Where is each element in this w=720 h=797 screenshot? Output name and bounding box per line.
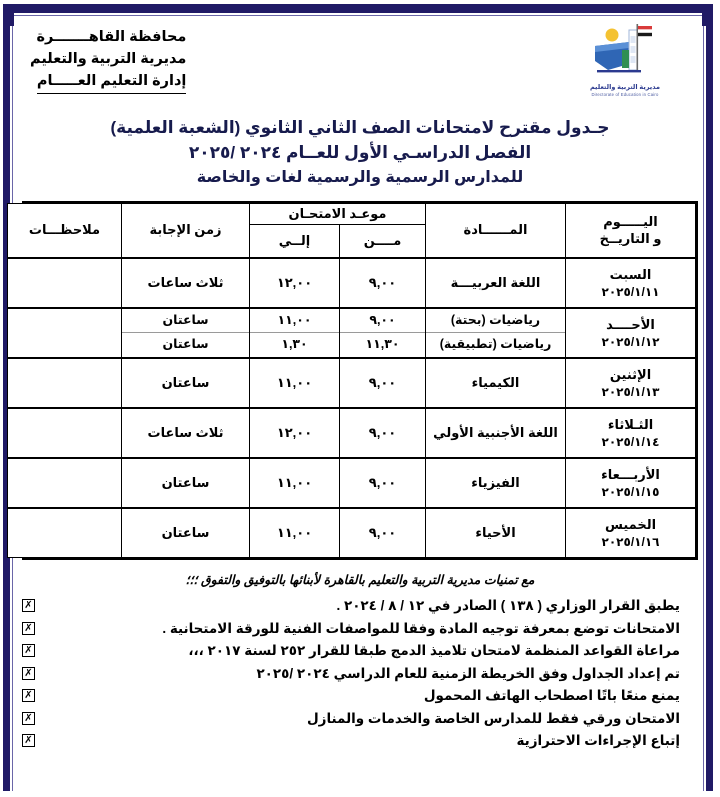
cell-time-from: ٩,٠٠ [340, 258, 426, 308]
table-head [8, 203, 696, 258]
cell-duration: ساعتان [122, 458, 250, 508]
cell-notes [8, 408, 122, 458]
table-row [8, 408, 696, 458]
cell-day-name: الخميس [604, 516, 657, 532]
col-header-time-to: إلــي [250, 224, 340, 258]
cell-time-to [250, 308, 340, 358]
list-item [22, 731, 680, 752]
cell-notes [8, 308, 122, 358]
checkbox-x-icon: ✗ [22, 734, 35, 747]
cell-subject: الفيزياء [426, 458, 566, 508]
col-header-subject: المــــــادة [426, 203, 566, 258]
col-header-day: اليـــــوم [603, 213, 658, 229]
issuing-authority-lines [22, 16, 186, 94]
cell-day-name: الأربـــعاء [601, 466, 660, 482]
exam-schedule-table [7, 203, 696, 558]
note-text: يطبق القرار الوزاري ( ١٣٨ ) الصادر في ١٢ / ٨ / ٢٠٢٤ . [336, 597, 680, 613]
cell-day-date [566, 508, 696, 558]
list-item [22, 686, 680, 707]
cairo-education-directorate-emblem-icon [589, 20, 661, 82]
cell-day-name: الأحــــد [606, 316, 655, 332]
cell-duration: ساعتان [122, 358, 250, 408]
cell-day-name: الإثنين [609, 366, 652, 382]
exam-schedule-table-wrapper [22, 201, 698, 560]
note-text: تم إعداد الجداول وفق الخريطة الزمنية للعام الدراسي ٢٠٢٤ /٢٠٢٥ [256, 665, 680, 681]
cell-date: ٢٠٢٥/١/١١ [601, 284, 660, 299]
cell-time-to-part-1: ١١,٠٠ [250, 309, 339, 333]
document-masthead [22, 16, 698, 112]
logo-caption-english: Directorate of Education in Cairo [591, 92, 659, 97]
cell-date: ٢٠٢٥/١/١٥ [601, 484, 660, 499]
cell-date: ٢٠٢٥/١/١٣ [601, 384, 660, 399]
cell-notes [8, 508, 122, 558]
cell-day-date [566, 458, 696, 508]
cell-time-from-part-2: ١١,٣٠ [365, 337, 400, 352]
note-text: يمنع منعًا باتًا اصطحاب الهاتف المحمول [423, 688, 680, 704]
table-body [8, 258, 696, 558]
logo-caption-arabic: مديرية التربية والتعليم [589, 84, 661, 91]
cell-subject: الأحياء [426, 508, 566, 558]
cell-date: ٢٠٢٥/١/١٢ [601, 334, 660, 349]
table-row [8, 258, 696, 308]
cell-time-from: ٩,٠٠ [340, 358, 426, 408]
note-text: الامتحانات توضع بمعرفة توجيه المادة وفقا للمواصفات الفنية للورقة الامتحانية . [162, 620, 680, 636]
cell-time-from: ٩,٠٠ [340, 408, 426, 458]
cell-day-date [566, 308, 696, 358]
cell-time-to-part-2: ١,٣٠ [281, 337, 308, 352]
table-row [8, 508, 696, 558]
checkbox-x-icon: ✗ [22, 622, 35, 635]
list-item [22, 709, 680, 730]
cell-day-name: السبت [609, 266, 652, 282]
cell-time-from: ٩,٠٠ [340, 508, 426, 558]
col-header-answer-duration: زمن الإجابة [122, 203, 250, 258]
cell-duration-part-1: ساعتان [122, 309, 249, 333]
cell-duration: ثلاث ساعات [122, 408, 250, 458]
checkbox-x-icon: ✗ [22, 667, 35, 680]
cell-subject [426, 308, 566, 358]
col-header-time-from: مــــن [340, 224, 426, 258]
page-title-line-2: الفصل الدراسـي الأول للعــام ٢٠٢٤ /٢٠٢٥ [188, 142, 532, 162]
page-title-line-1: جـدول مقترح لامتحانات الصف الثاني الثانوي (الشعبة العلمية) [110, 118, 610, 137]
directorate-logo [566, 16, 684, 97]
footer-notes-list [22, 596, 698, 752]
table-row [8, 358, 696, 408]
note-text: إتباع الإجراءات الاحترازية [516, 733, 680, 749]
checkbox-x-icon: ✗ [22, 644, 35, 657]
cell-time-from-part-1: ٩,٠٠ [340, 309, 425, 333]
cell-time-to: ١١,٠٠ [250, 508, 340, 558]
note-text: مراعاة القواعد المنظمة لامتحان تلاميذ الدمج طبقا للقرار ٢٥٢ لسنة ٢٠١٧ ،،، [188, 643, 680, 659]
cell-subject-part-1: رياضيات (بحتة) [426, 309, 565, 333]
org-line-governorate: محافظة القاهـــــــرة [36, 29, 187, 45]
col-header-exam-time-group: موعـد الامتحـان [250, 203, 426, 224]
cell-time-to: ١١,٠٠ [250, 358, 340, 408]
page-title [22, 116, 698, 189]
cell-day-date [566, 408, 696, 458]
checkbox-x-icon: ✗ [22, 712, 35, 725]
cell-notes [8, 458, 122, 508]
cell-date: ٢٠٢٥/١/١٤ [601, 434, 660, 449]
list-item [22, 619, 680, 640]
list-item [22, 664, 680, 685]
cell-subject: اللغة الأجنبية الأولي [426, 408, 566, 458]
cell-time-to: ١٢,٠٠ [250, 408, 340, 458]
cell-time-from: ٩,٠٠ [340, 458, 426, 508]
page-title-line-3: للمدارس الرسمية والرسمية لغات والخاصة [196, 168, 524, 186]
cell-time-to: ١٢,٠٠ [250, 258, 340, 308]
cell-notes [8, 358, 122, 408]
table-row [8, 308, 696, 358]
good-wishes-line: مع تمنيات مديرية التربية والتعليم بالقاهرة لأبنائها بالتوفيق والتفوق ؛؛؛ [185, 572, 535, 587]
cell-subject-part-2: رياضيات (تطبيقية) [439, 337, 552, 352]
list-item [22, 641, 680, 662]
cell-day-date [566, 358, 696, 408]
col-header-notes: ملاحظـــات [8, 203, 122, 258]
cell-day-name: الثـلاثاء [607, 416, 654, 432]
cell-time-to: ١١,٠٠ [250, 458, 340, 508]
org-line-directorate: مديرية التربية والتعليم [30, 51, 187, 68]
cell-day-date [566, 258, 696, 308]
checkbox-x-icon: ✗ [22, 689, 35, 702]
cell-duration: ساعتان [122, 508, 250, 558]
cell-duration-part-2: ساعتان [162, 337, 209, 352]
org-line-administration: إدارة التعليم العـــــام [37, 70, 187, 94]
col-header-date: و التاريــخ [599, 231, 662, 247]
cell-subject: الكيمياء [426, 358, 566, 408]
cell-notes [8, 258, 122, 308]
col-header-day-date [566, 203, 696, 258]
checkbox-x-icon: ✗ [22, 599, 35, 612]
cell-duration [122, 308, 250, 358]
note-text: الامتحان ورقي فقط للمدارس الخاصة والخدمات والمنازل [306, 710, 680, 726]
cell-time-from [340, 308, 426, 358]
cell-duration: ثلاث ساعات [122, 258, 250, 308]
list-item [22, 596, 680, 617]
table-header-row-1 [8, 203, 696, 224]
cell-date: ٢٠٢٥/١/١٦ [601, 534, 660, 549]
table-row [8, 458, 696, 508]
cell-subject: اللغة العربيـــة [426, 258, 566, 308]
